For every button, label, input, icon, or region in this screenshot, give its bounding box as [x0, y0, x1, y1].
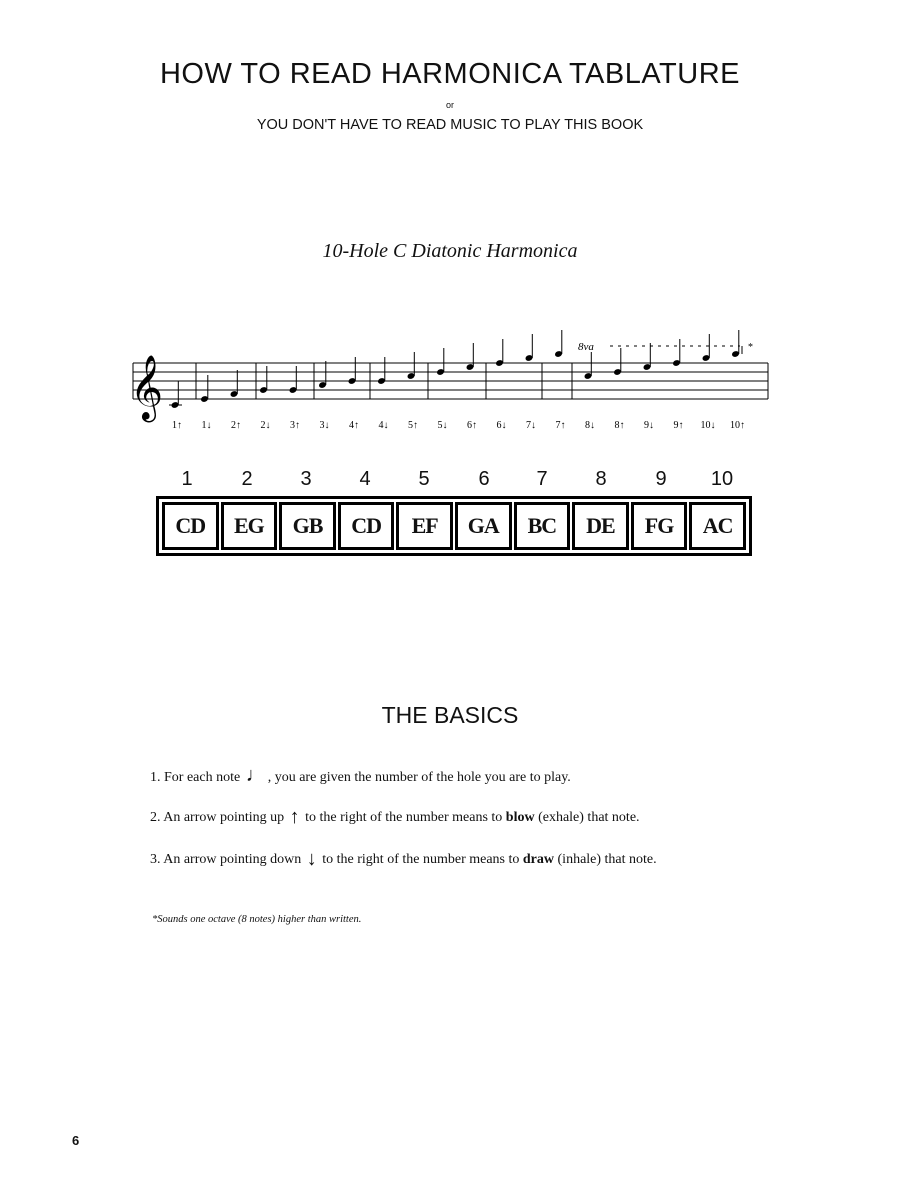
- item3-text-before: 3. An arrow pointing down: [150, 852, 302, 867]
- hole-number: 8: [595, 468, 607, 490]
- tab-label: 7↓: [526, 420, 536, 431]
- hole-number: 5: [418, 468, 430, 490]
- hole-number: 10: [710, 468, 734, 490]
- hole-number: 6: [478, 468, 490, 490]
- tab-label: 5↓: [437, 420, 448, 431]
- tab-label: 9↑: [673, 420, 684, 431]
- ottava-label: 8va: [578, 341, 594, 353]
- tab-label: 1↓: [201, 420, 212, 431]
- hole-number: 3: [300, 468, 312, 490]
- hole-number: 7: [536, 468, 548, 490]
- footnote: *Sounds one octave (8 notes) higher than written.: [152, 914, 362, 925]
- hole-cell: GB: [279, 502, 336, 550]
- hole-cell: CD: [162, 502, 219, 550]
- harmonica-holes-diagram: [156, 496, 752, 556]
- item3-text-after: (inhale) that note.: [557, 852, 657, 867]
- item3-text-middle: to the right of the number means to: [322, 852, 520, 867]
- page-number: 6: [72, 1133, 80, 1148]
- quarter-note-icon: ♩: [245, 764, 266, 786]
- tab-label: 6↓: [496, 420, 507, 431]
- basics-item-1: [150, 764, 571, 787]
- hole-cell: EG: [221, 502, 278, 550]
- notes-group: [169, 330, 740, 409]
- tab-label: 2↓: [260, 420, 271, 431]
- tab-label: 10↑: [730, 420, 745, 431]
- tab-label: 8↓: [585, 420, 595, 431]
- tab-label: 5↑: [408, 420, 418, 431]
- treble-clef-icon: 𝄞: [130, 357, 164, 419]
- item2-text-middle: to the right of the number means to: [305, 810, 503, 825]
- basics-item-3: [150, 848, 657, 871]
- or-connector: or: [445, 100, 454, 110]
- tab-labels-group: [172, 420, 745, 431]
- tab-label: 8↑: [614, 420, 625, 431]
- harmonica-title: 10-Hole C Diatonic Harmonica: [322, 240, 578, 262]
- draw-word: draw: [522, 852, 555, 867]
- basics-title: THE BASICS: [381, 702, 519, 728]
- tab-label: 3↓: [319, 420, 330, 431]
- tab-label: 10↓: [700, 420, 716, 431]
- item2-text-before: 2. An arrow pointing up: [150, 810, 285, 825]
- blow-word: blow: [505, 810, 535, 825]
- page-title: HOW TO READ HARMONICA TABLATURE: [159, 58, 740, 90]
- item2-text-after: (exhale) that note.: [538, 810, 640, 825]
- hole-numbers-row: [0, 468, 900, 492]
- tab-label: 4↓: [378, 420, 389, 431]
- tab-label: 1↑: [172, 420, 182, 431]
- item1-text-after: , you are given the number of the hole you are to play.: [267, 770, 571, 785]
- hole-cell: DE: [572, 502, 629, 550]
- arrow-down-icon: ↓: [306, 848, 317, 870]
- hole-number: 9: [655, 468, 667, 490]
- hole-number: 2: [241, 468, 253, 490]
- tab-label: 4↑: [349, 420, 359, 431]
- hole-cell: EF: [396, 502, 453, 550]
- tab-label: 3↑: [290, 420, 300, 431]
- hole-cell: GA: [455, 502, 512, 550]
- hole-cell: AC: [689, 502, 746, 550]
- tab-label: 6↑: [467, 420, 477, 431]
- hole-number: 1: [181, 468, 193, 490]
- arrow-up-icon: ↑: [289, 806, 300, 828]
- tab-label: 7↑: [555, 420, 566, 431]
- hole-number: 4: [359, 468, 371, 490]
- item1-text-before: 1. For each note: [150, 770, 241, 785]
- page-subtitle: YOU DON'T HAVE TO READ MUSIC TO PLAY THIS BOOK: [256, 117, 644, 133]
- ottava-asterisk: *: [748, 342, 753, 353]
- basics-item-2: [150, 806, 640, 829]
- hole-cell: FG: [631, 502, 688, 550]
- hole-cell: BC: [514, 502, 571, 550]
- hole-cell: CD: [338, 502, 395, 550]
- staff-lines: [133, 363, 768, 399]
- tab-label: 9↓: [644, 420, 654, 431]
- tab-label: 2↑: [231, 420, 241, 431]
